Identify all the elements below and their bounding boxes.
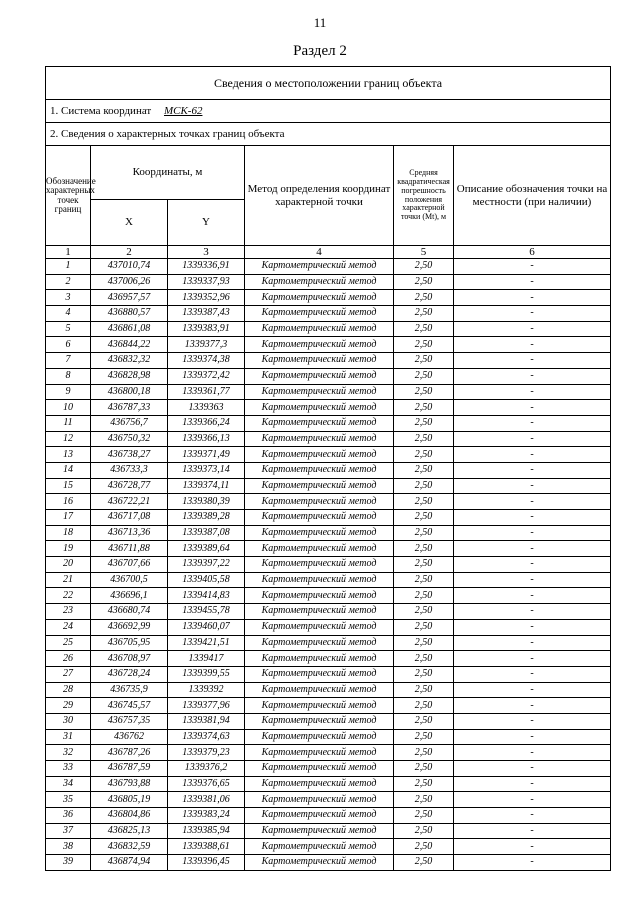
coord-y: 1339377,3 [168,337,245,353]
table-row [46,682,611,698]
coord-x: 436750,32 [91,431,168,447]
method-cell: Картометрический метод [245,274,394,290]
description-cell: - [454,698,611,714]
method-cell: Картометрический метод [245,462,394,478]
accuracy-cell: 2,50 [394,384,454,400]
point-number: 35 [46,792,91,808]
method-cell: Картометрический метод [245,682,394,698]
description-cell: - [454,682,611,698]
method-cell: Картометрический метод [245,619,394,635]
accuracy-cell: 2,50 [394,572,454,588]
coord-y: 1339376,2 [168,761,245,777]
point-number: 39 [46,855,91,871]
method-cell: Картометрический метод [245,808,394,824]
accuracy-cell: 2,50 [394,274,454,290]
coord-y: 1339381,94 [168,713,245,729]
description-cell: - [454,400,611,416]
table-row [46,588,611,604]
description-cell: - [454,353,611,369]
accuracy-cell: 2,50 [394,808,454,824]
coord-x: 436825,13 [91,823,168,839]
point-number: 13 [46,447,91,463]
point-number: 20 [46,557,91,573]
coord-y: 1339361,77 [168,384,245,400]
method-cell: Картометрический метод [245,713,394,729]
table-row [46,384,611,400]
coord-system-row [46,100,611,123]
method-cell: Картометрический метод [245,588,394,604]
table-row [46,855,611,871]
table-row [46,321,611,337]
coord-y: 1339366,24 [168,415,245,431]
description-cell: - [454,776,611,792]
coord-y: 1339387,08 [168,525,245,541]
coord-y: 1339371,49 [168,447,245,463]
point-number: 17 [46,510,91,526]
coord-x: 436707,66 [91,557,168,573]
point-number: 9 [46,384,91,400]
coord-y: 1339366,13 [168,431,245,447]
table-row [46,745,611,761]
method-cell: Картометрический метод [245,729,394,745]
coord-y: 1339421,51 [168,635,245,651]
table-row [46,808,611,824]
point-number: 3 [46,290,91,306]
accuracy-cell: 2,50 [394,666,454,682]
method-cell: Картометрический метод [245,823,394,839]
coord-x: 436700,5 [91,572,168,588]
method-cell: Картометрический метод [245,400,394,416]
accuracy-cell: 2,50 [394,588,454,604]
table-row [46,415,611,431]
point-number: 19 [46,541,91,557]
header-description: Описание обозначения точки на местности (при наличии) [454,146,611,246]
description-cell: - [454,290,611,306]
point-number: 4 [46,306,91,322]
accuracy-cell: 2,50 [394,855,454,871]
method-cell: Картометрический метод [245,855,394,871]
accuracy-cell: 2,50 [394,447,454,463]
coord-y: 1339399,55 [168,666,245,682]
description-cell: - [454,855,611,871]
description-cell: - [454,337,611,353]
column-number: 6 [454,246,611,259]
description-cell: - [454,274,611,290]
description-cell: - [454,604,611,620]
coord-y: 1339337,93 [168,274,245,290]
column-number: 4 [245,246,394,259]
table-row [46,557,611,573]
coord-y: 1339388,61 [168,839,245,855]
coord-x: 436680,74 [91,604,168,620]
accuracy-cell: 2,50 [394,792,454,808]
accuracy-cell: 2,50 [394,525,454,541]
coord-x: 436832,59 [91,839,168,855]
coord-x: 436832,32 [91,353,168,369]
coord-x: 436708,97 [91,651,168,667]
method-cell: Картометрический метод [245,839,394,855]
coord-y: 1339377,96 [168,698,245,714]
description-cell: - [454,713,611,729]
accuracy-cell: 2,50 [394,776,454,792]
point-number: 29 [46,698,91,714]
description-cell: - [454,510,611,526]
description-cell: - [454,666,611,682]
description-cell: - [454,745,611,761]
coord-y: 1339336,91 [168,259,245,275]
table-row [46,604,611,620]
point-number: 15 [46,478,91,494]
accuracy-cell: 2,50 [394,321,454,337]
table-row [46,447,611,463]
header-y: Y [168,200,245,246]
table-row [46,839,611,855]
accuracy-cell: 2,50 [394,761,454,777]
coord-x: 436756,7 [91,415,168,431]
header-coordinates: Координаты, м [91,146,245,200]
method-cell: Картометрический метод [245,306,394,322]
coord-x: 436705,95 [91,635,168,651]
method-cell: Картометрический метод [245,635,394,651]
coord-y: 1339383,91 [168,321,245,337]
table-row [46,353,611,369]
accuracy-cell: 2,50 [394,619,454,635]
method-cell: Картометрический метод [245,290,394,306]
accuracy-cell: 2,50 [394,290,454,306]
point-number: 18 [46,525,91,541]
method-cell: Картометрический метод [245,478,394,494]
description-cell: - [454,525,611,541]
page-number: 11 [313,15,327,30]
coord-x: 436735,9 [91,682,168,698]
point-number: 22 [46,588,91,604]
method-cell: Картометрический метод [245,447,394,463]
description-cell: - [454,619,611,635]
description-cell: - [454,368,611,384]
table-row [46,431,611,447]
description-cell: - [454,494,611,510]
column-number: 1 [46,246,91,259]
coord-x: 436745,57 [91,698,168,714]
description-cell: - [454,588,611,604]
coord-y: 1339379,23 [168,745,245,761]
header-method: Метод определения координат характерной точки [245,146,394,246]
method-cell: Картометрический метод [245,604,394,620]
coord-y: 1339374,38 [168,353,245,369]
coord-y: 1339381,06 [168,792,245,808]
accuracy-cell: 2,50 [394,306,454,322]
description-cell: - [454,572,611,588]
description-cell: - [454,761,611,777]
coord-y: 1339373,14 [168,462,245,478]
point-number: 2 [46,274,91,290]
description-cell: - [454,431,611,447]
point-number: 10 [46,400,91,416]
point-number: 14 [46,462,91,478]
accuracy-cell: 2,50 [394,415,454,431]
header-x: X [91,200,168,246]
column-number: 5 [394,246,454,259]
coord-y: 1339387,43 [168,306,245,322]
accuracy-cell: 2,50 [394,510,454,526]
description-cell: - [454,808,611,824]
point-number: 27 [46,666,91,682]
coord-x: 436787,26 [91,745,168,761]
description-cell: - [454,792,611,808]
coord-x: 436757,35 [91,713,168,729]
coord-x: 436728,77 [91,478,168,494]
description-cell: - [454,306,611,322]
description-cell: - [454,259,611,275]
method-cell: Картометрический метод [245,572,394,588]
coord-x: 437006,26 [91,274,168,290]
table-row [46,619,611,635]
point-number: 24 [46,619,91,635]
coord-x: 436696,1 [91,588,168,604]
method-cell: Картометрический метод [245,353,394,369]
point-number: 12 [46,431,91,447]
coord-y: 1339374,11 [168,478,245,494]
table-row [46,823,611,839]
coord-y: 1339405,58 [168,572,245,588]
table-row [46,666,611,682]
description-cell: - [454,651,611,667]
accuracy-cell: 2,50 [394,478,454,494]
method-cell: Картометрический метод [245,666,394,682]
coord-x: 436728,24 [91,666,168,682]
coord-x: 436711,88 [91,541,168,557]
coord-y: 1339389,64 [168,541,245,557]
table-row [46,572,611,588]
coord-x: 437010,74 [91,259,168,275]
method-cell: Картометрический метод [245,761,394,777]
table-row [46,729,611,745]
coord-x: 436733,3 [91,462,168,478]
table-row [46,776,611,792]
column-number: 3 [168,246,245,259]
point-number: 32 [46,745,91,761]
table-row [46,635,611,651]
accuracy-cell: 2,50 [394,698,454,714]
coord-x: 436957,57 [91,290,168,306]
column-numbers-row [46,246,611,259]
coord-y: 1339385,94 [168,823,245,839]
method-cell: Картометрический метод [245,431,394,447]
description-cell: - [454,729,611,745]
point-number: 28 [46,682,91,698]
accuracy-cell: 2,50 [394,462,454,478]
coord-y: 1339414,83 [168,588,245,604]
point-number: 36 [46,808,91,824]
coord-y: 1339389,28 [168,510,245,526]
method-cell: Картометрический метод [245,259,394,275]
table-row [46,713,611,729]
coord-y: 1339380,39 [168,494,245,510]
table-row [46,368,611,384]
accuracy-cell: 2,50 [394,635,454,651]
accuracy-cell: 2,50 [394,713,454,729]
table-title: Сведения о местоположении границ объекта [46,67,611,100]
coord-system-value: МСК-62 [163,105,203,117]
section-title: Раздел 2 [293,43,347,59]
header-designation: Обозначение характерных точек границ [46,146,91,246]
coord-x: 436722,21 [91,494,168,510]
table-row [46,525,611,541]
accuracy-cell: 2,50 [394,651,454,667]
coord-y: 1339392 [168,682,245,698]
coord-y: 1339363 [168,400,245,416]
point-number: 21 [46,572,91,588]
coord-x: 436805,19 [91,792,168,808]
table-row [46,651,611,667]
accuracy-cell: 2,50 [394,682,454,698]
point-number: 16 [46,494,91,510]
accuracy-cell: 2,50 [394,729,454,745]
coord-y: 1339417 [168,651,245,667]
point-number: 1 [46,259,91,275]
coord-x: 436874,94 [91,855,168,871]
coord-x: 436861,08 [91,321,168,337]
method-cell: Картометрический метод [245,494,394,510]
point-number: 37 [46,823,91,839]
description-cell: - [454,384,611,400]
coord-x: 436713,36 [91,525,168,541]
coord-x: 436738,27 [91,447,168,463]
coord-x: 436800,18 [91,384,168,400]
accuracy-cell: 2,50 [394,494,454,510]
accuracy-cell: 2,50 [394,259,454,275]
table-row [46,259,611,275]
coord-y: 1339455,78 [168,604,245,620]
table-row [46,337,611,353]
coord-y: 1339396,45 [168,855,245,871]
point-number: 30 [46,713,91,729]
description-cell: - [454,541,611,557]
coord-y: 1339372,42 [168,368,245,384]
description-cell: - [454,635,611,651]
table-row [46,541,611,557]
coord-x: 436844,22 [91,337,168,353]
description-cell: - [454,447,611,463]
description-cell: - [454,321,611,337]
method-cell: Картометрический метод [245,745,394,761]
method-cell: Картометрический метод [245,776,394,792]
point-number: 7 [46,353,91,369]
point-number: 23 [46,604,91,620]
table-row [46,274,611,290]
point-number: 11 [46,415,91,431]
table-row [46,400,611,416]
table-row [46,494,611,510]
coord-x: 436793,88 [91,776,168,792]
coord-y: 1339352,96 [168,290,245,306]
coord-system-label: 1. Система координат [50,105,152,117]
column-number: 2 [91,246,168,259]
accuracy-cell: 2,50 [394,604,454,620]
coord-x: 436804,86 [91,808,168,824]
point-number: 31 [46,729,91,745]
method-cell: Картометрический метод [245,557,394,573]
coord-x: 436828,98 [91,368,168,384]
coord-y: 1339383,24 [168,808,245,824]
table-row [46,478,611,494]
table-row [46,510,611,526]
method-cell: Картометрический метод [245,384,394,400]
coord-y: 1339374,63 [168,729,245,745]
coord-x: 436762 [91,729,168,745]
coord-x: 436880,57 [91,306,168,322]
description-cell: - [454,462,611,478]
method-cell: Картометрический метод [245,415,394,431]
method-cell: Картометрический метод [245,651,394,667]
table-row [46,462,611,478]
coord-y: 1339460,07 [168,619,245,635]
accuracy-cell: 2,50 [394,400,454,416]
accuracy-cell: 2,50 [394,431,454,447]
method-cell: Картометрический метод [245,321,394,337]
accuracy-cell: 2,50 [394,368,454,384]
method-cell: Картометрический метод [245,337,394,353]
accuracy-cell: 2,50 [394,839,454,855]
table-row [46,306,611,322]
table-row [46,761,611,777]
coord-y: 1339376,65 [168,776,245,792]
coord-x: 436717,08 [91,510,168,526]
coord-x: 436692,99 [91,619,168,635]
point-number: 34 [46,776,91,792]
description-cell: - [454,478,611,494]
accuracy-cell: 2,50 [394,541,454,557]
description-cell: - [454,839,611,855]
method-cell: Картометрический метод [245,541,394,557]
method-cell: Картометрический метод [245,525,394,541]
method-cell: Картометрический метод [245,510,394,526]
description-cell: - [454,823,611,839]
method-cell: Картометрический метод [245,698,394,714]
table-row [46,290,611,306]
point-number: 5 [46,321,91,337]
coord-x: 436787,59 [91,761,168,777]
table-row [46,698,611,714]
method-cell: Картометрический метод [245,792,394,808]
points-heading: 2. Сведения о характерных точках границ объекта [46,123,611,146]
point-number: 33 [46,761,91,777]
point-number: 6 [46,337,91,353]
point-number: 26 [46,651,91,667]
accuracy-cell: 2,50 [394,745,454,761]
description-cell: - [454,557,611,573]
point-number: 25 [46,635,91,651]
table-row [46,792,611,808]
method-cell: Картометрический метод [245,368,394,384]
accuracy-cell: 2,50 [394,823,454,839]
coord-y: 1339397,22 [168,557,245,573]
coord-x: 436787,33 [91,400,168,416]
accuracy-cell: 2,50 [394,557,454,573]
accuracy-cell: 2,50 [394,337,454,353]
accuracy-cell: 2,50 [394,353,454,369]
description-cell: - [454,415,611,431]
boundary-points-table [45,66,611,871]
point-number: 38 [46,839,91,855]
header-accuracy: Средняя квадратическая погрешность положения характерной точки (Mt), м [394,146,454,246]
point-number: 8 [46,368,91,384]
